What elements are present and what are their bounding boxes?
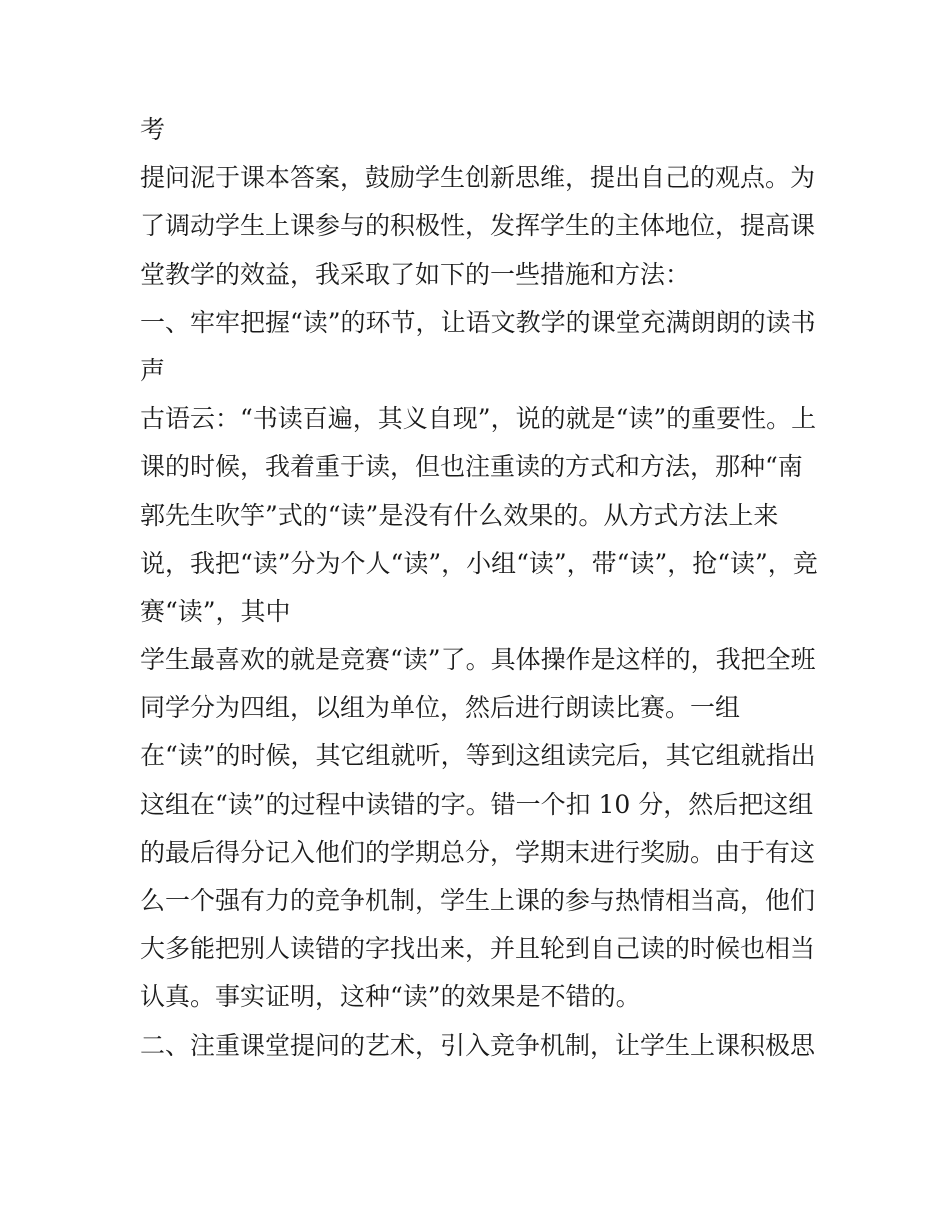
text-line: 了调动学生上课参与的积极性，发挥学生的主体地位，提高课 bbox=[140, 211, 816, 241]
section-heading-1: 一、牢牢把握“读”的环节，让语文教学的课堂充满朗朗的读书 bbox=[140, 307, 816, 337]
section-heading-2: 二、注重课堂提问的艺术，引入竞争机制，让学生上课积极思 bbox=[140, 1030, 816, 1060]
text-line: 赛“读”，其中 bbox=[140, 596, 291, 626]
text-line: 考 bbox=[140, 115, 166, 144]
text-line: 的最后得分记入他们的学期总分，学期末进行奖励。由于有这 bbox=[140, 837, 816, 867]
text-line: 古语云：“书读百遍，其义自现”，说的就是“读”的重要性。上 bbox=[140, 404, 817, 434]
section-heading-1-continued: 声 bbox=[140, 355, 166, 385]
text-line: 课的时候，我着重于读，但也注重读的方式和方法，那种“南 bbox=[140, 452, 803, 482]
text-line: 堂教学的效益，我采取了如下的一些措施和方法： bbox=[140, 259, 691, 289]
text-line: 大多能把别人读错的字找出来，并且轮到自己读的时候也相当 bbox=[140, 934, 816, 964]
document-body bbox=[140, 108, 820, 1072]
text-line: 么一个强有力的竞争机制，学生上课的参与热情相当高，他们 bbox=[140, 886, 816, 915]
text-line: 说，我把“读”分为个人“读”，小组“读”，带“读”，抢“读”，竞 bbox=[140, 548, 818, 578]
text-line: 认真。事实证明，这种“读”的效果是不错的。 bbox=[140, 982, 641, 1012]
text-line: 郭先生吹竽”式的“读”是没有什么效果的。从方式方法上来 bbox=[140, 500, 779, 530]
text-line: 提问泥于课本答案，鼓励学生创新思维，提出自己的观点。为 bbox=[140, 163, 816, 193]
text-line: 在“读”的时候，其它组就听，等到这组读完后，其它组就指出 bbox=[140, 741, 816, 771]
text-line: 同学分为四组，以组为单位，然后进行朗读比赛。一组 bbox=[140, 693, 741, 723]
text-line: 这组在“读”的过程中读错的字。错一个扣 10 分，然后把这组 bbox=[140, 789, 814, 819]
text-line: 学生最喜欢的就是竞赛“读”了。具体操作是这样的，我把全班 bbox=[140, 645, 816, 675]
